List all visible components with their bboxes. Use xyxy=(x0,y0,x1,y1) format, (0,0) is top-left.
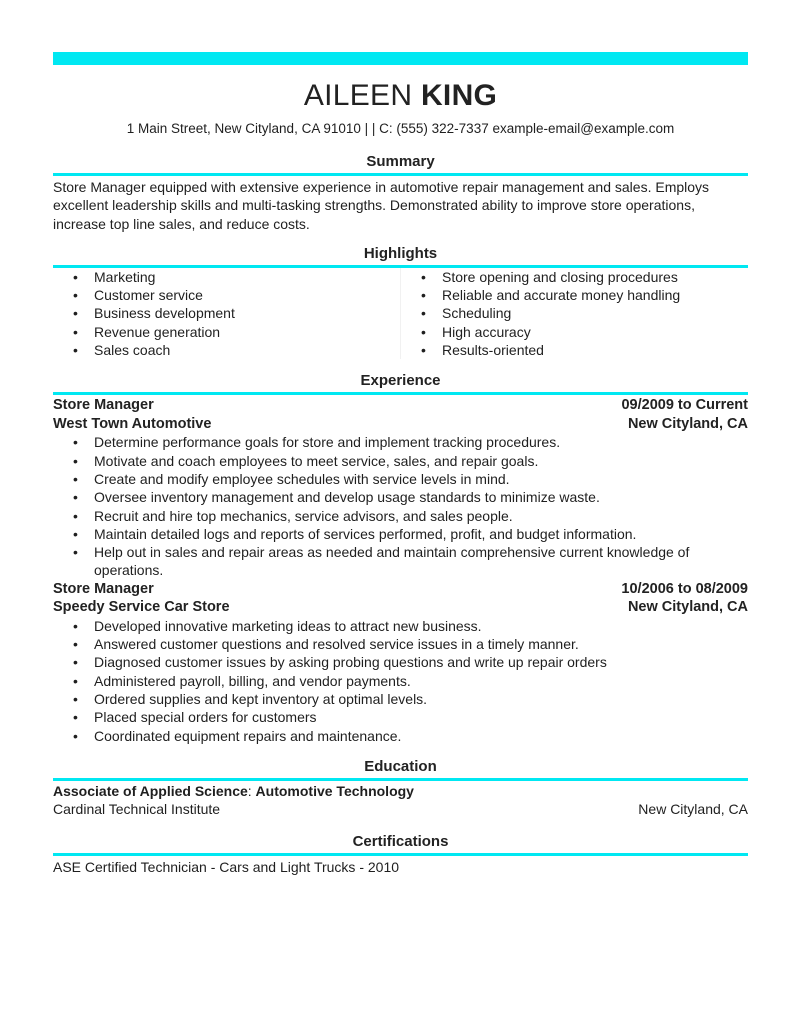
first-name: AILEEN xyxy=(303,79,413,112)
resume-page xyxy=(53,52,748,876)
job-duty: • Answered customer questions and resolved service issues in a timely manner. xyxy=(53,635,748,653)
highlights-list xyxy=(53,268,748,359)
job-title-row xyxy=(53,396,748,415)
job-duty: • Motivate and coach employees to meet service, sales, and repair goals. xyxy=(53,452,748,470)
job-duty: • Oversee inventory management and develop usage standards to minimize waste. xyxy=(53,488,748,506)
education-separator: : xyxy=(247,782,252,799)
job-duties xyxy=(53,433,748,579)
education-school-row xyxy=(53,800,748,819)
summary-text: Store Manager equipped with extensive experience in automotive repair management and sales. Employs excellent leadership skills and multi-tasking strengths. Demonstrated ability to improve store operations, increase top line sales, and reduce costs. xyxy=(53,179,710,232)
job-duty: • Determine performance goals for store and implement tracking procedures. xyxy=(53,433,748,451)
job-duty: • Diagnosed customer issues by asking probing questions and write up repair orders xyxy=(53,653,748,671)
job-duty: • Ordered supplies and kept inventory at optimal levels. xyxy=(53,690,748,708)
job-duty: • Developed innovative marketing ideas to attract new business. xyxy=(53,617,748,635)
education-heading: Education xyxy=(364,757,437,775)
header-accent-bar xyxy=(53,52,748,65)
job-company: Speedy Service Car Store xyxy=(53,599,230,616)
job-entry xyxy=(53,580,748,745)
education-degree: Associate of Applied Science xyxy=(53,782,248,799)
job-dates: 09/2009 to Current xyxy=(621,397,748,414)
contact-info: 1 Main Street, New Cityland, CA 91010 | | C: (555) 322-7337 example-email@example.com xyxy=(126,121,675,136)
job-title-row xyxy=(53,580,748,599)
candidate-name xyxy=(53,78,748,114)
job-company-row xyxy=(53,415,748,434)
education-degree-row xyxy=(53,782,748,801)
highlights-heading: Highlights xyxy=(363,244,438,262)
experience-heading: Experience xyxy=(360,372,441,390)
summary-divider xyxy=(53,173,748,176)
highlight-item: • High accuracy xyxy=(401,323,748,341)
education-school: Cardinal Technical Institute xyxy=(53,801,221,818)
highlight-item: • Scheduling xyxy=(401,304,748,322)
highlight-item: • Store opening and closing procedures xyxy=(401,268,748,286)
last-name: KING xyxy=(420,79,498,112)
highlight-item: • Results-oriented xyxy=(401,341,748,359)
job-title: Store Manager xyxy=(53,397,154,414)
job-duty: • Administered payroll, billing, and vendor payments. xyxy=(53,672,748,690)
highlights-right-column xyxy=(400,268,748,359)
job-location: New Cityland, CA xyxy=(627,599,748,616)
certification-item: ASE Certified Technician - Cars and Light Trucks - 2010 xyxy=(53,858,400,875)
summary-heading: Summary xyxy=(366,153,435,170)
job-company-row xyxy=(53,598,748,617)
highlight-item: • Business development xyxy=(53,304,400,322)
job-duty: • Placed special orders for customers xyxy=(53,708,748,726)
highlight-item: • Marketing xyxy=(53,268,400,286)
highlight-item: • Customer service xyxy=(53,286,400,304)
highlight-item: • Reliable and accurate money handling xyxy=(401,286,748,304)
experience-divider xyxy=(53,392,748,395)
job-entry xyxy=(53,396,748,579)
education-field: Automotive Technology xyxy=(255,782,414,799)
highlight-item: • Sales coach xyxy=(53,341,400,359)
job-duties xyxy=(53,617,748,745)
education-divider xyxy=(53,778,748,781)
education-degree-line xyxy=(53,782,414,801)
certifications-divider xyxy=(53,853,748,856)
education-location: New Cityland, CA xyxy=(638,801,748,818)
job-duty: • Help out in sales and repair areas as needed and maintain comprehensive current knowledge of operations. xyxy=(53,543,748,580)
certifications-heading: Certifications xyxy=(352,832,449,850)
job-company: West Town Automotive xyxy=(53,415,212,432)
job-duty: • Coordinated equipment repairs and maintenance. xyxy=(53,727,748,745)
highlight-item: • Revenue generation xyxy=(53,323,400,341)
highlights-left-column xyxy=(53,268,400,359)
job-dates: 10/2006 to 08/2009 xyxy=(621,580,748,597)
job-title: Store Manager xyxy=(53,580,154,597)
job-duty: • Recruit and hire top mechanics, service advisors, and sales people. xyxy=(53,507,748,525)
job-location: New Cityland, CA xyxy=(627,415,748,432)
job-duty: • Maintain detailed logs and reports of services performed, profit, and budget information. xyxy=(53,525,748,543)
job-duty: • Create and modify employee schedules with service levels in mind. xyxy=(53,470,748,488)
